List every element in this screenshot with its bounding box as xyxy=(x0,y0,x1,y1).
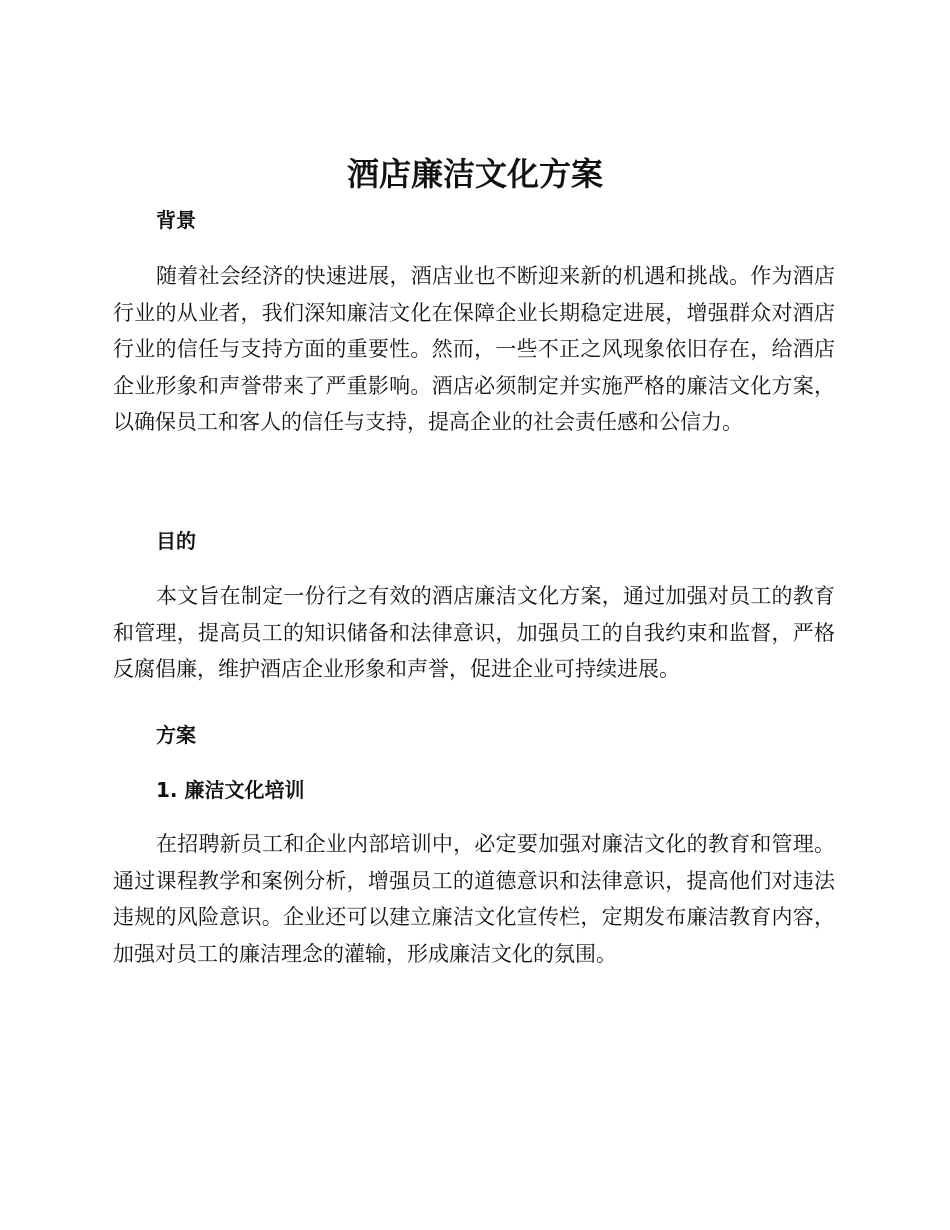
section-paragraph-background: 随着社会经济的快速进展，酒店业也不断迎来新的机遇和挑战。作为酒店行业的从业者，我们深知廉洁文化在保障企业长期稳定进展，增强群众对酒店行业的信任与支持方面的重要性。然而，一些不正之风现象依旧存在，给酒店企业形象和声誉带来了严重影响。酒店必须制定并实施严格的廉洁文化方案，以确保员工和客人的信任与支持，提高企业的社会责任感和公信力。 xyxy=(113,264,835,434)
section-heading-plan: 方案 xyxy=(156,723,196,747)
document-title: 酒店廉洁文化方案 xyxy=(346,155,603,193)
section-heading-purpose: 目的 xyxy=(156,529,196,553)
section-paragraph-purpose: 本文旨在制定一份行之有效的酒店廉洁文化方案，通过加强对员工的教育和管理，提高员工的知识储备和法律意识，加强员工的自我约束和监督，严格反腐倡廉，维护酒店企业形象和声誉，促进企业可持续进展。 xyxy=(113,584,835,681)
subsection-heading-training: 1. 廉洁文化培训 xyxy=(156,778,305,802)
section-heading-background: 背景 xyxy=(156,208,196,232)
subsection-paragraph-training: 在招聘新员工和企业内部培训中，必定要加强对廉洁文化的教育和管理。通过课程教学和案例分析，增强员工的道德意识和法律意识，提高他们对违法违规的风险意识。企业还可以建立廉洁文化宣传栏，定期发布廉洁教育内容，加强对员工的廉洁理念的灌输，形成廉洁文化的氛围。 xyxy=(113,832,835,966)
